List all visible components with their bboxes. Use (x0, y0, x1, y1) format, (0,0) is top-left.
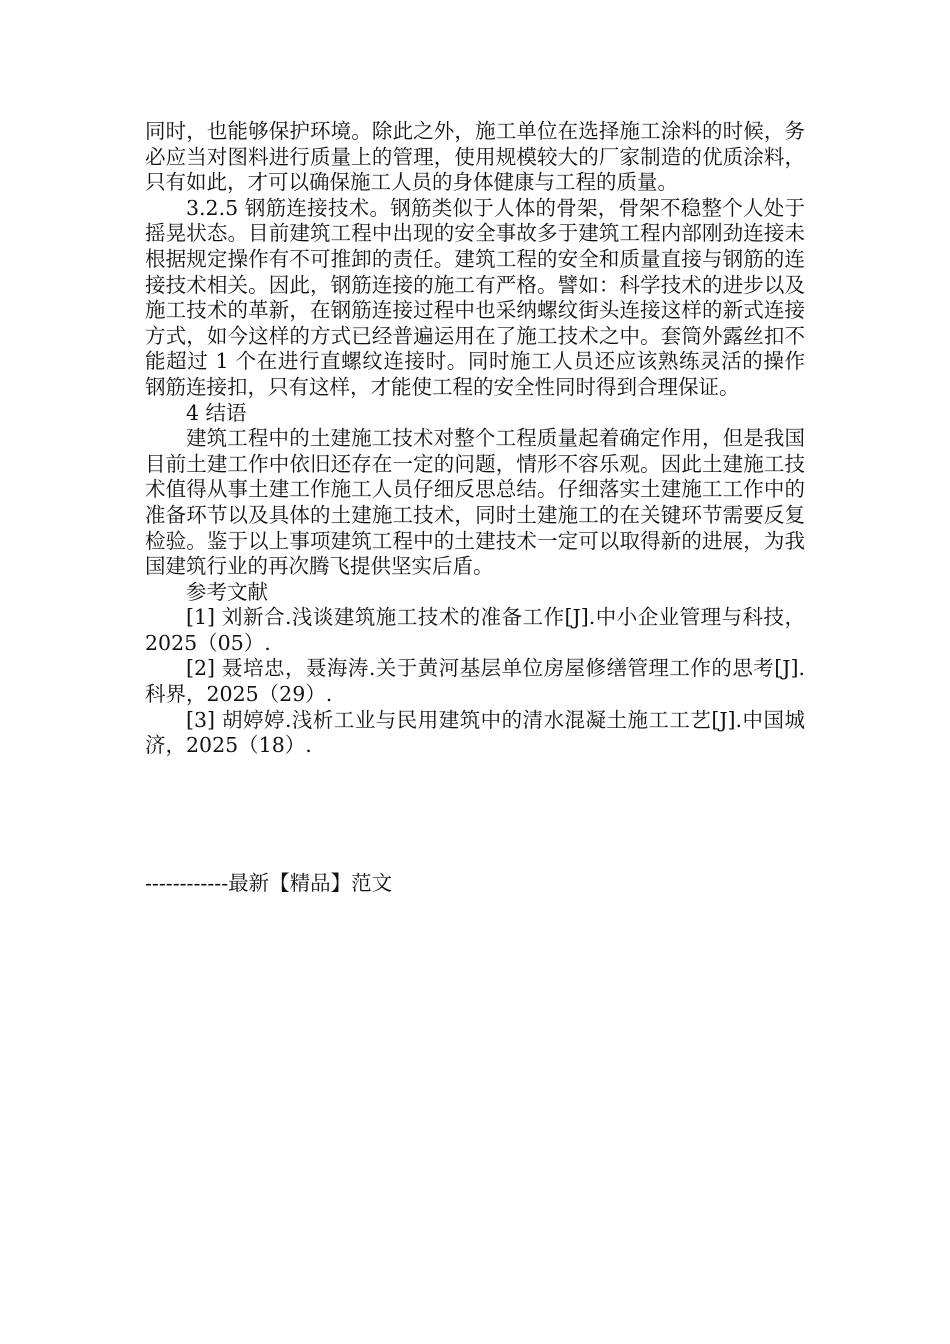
section-heading-conclusion: 4 结语 (186, 400, 247, 425)
paragraph-steel-connection: 3.2.5 钢筋连接技术。钢筋类似于人体的骨架，骨架不稳整个人处于摇晃状态。目前建筑工程中出现的安全事故多于建筑工程内部刚劲连接未根据规定操作有不可推卸的责任。建筑工程的安全和质量直接与钢筋的连接技术相关。因此，钢筋连接的施工有严格。譬如：科学技术的进步以及施工技术的革新，在钢筋连接过程中也采纳螺纹街头连接这样的新式连接方式，如今这样的方式已经普遍运用在了施工技术之中。套筒外露丝扣不能超过 1 个在进行直螺纹连接时。同时施工人员还应该熟练灵活的操作钢筋连接扣，只有这样，才能使工程的安全性同时得到合理保证。 (145, 195, 805, 399)
references-heading: 参考文献 (186, 579, 268, 604)
reference-item-1: [1] 刘新合.浅谈建筑施工技术的准备工作[J].中小企业管理与科技， 2025（05）. (145, 605, 805, 655)
document-body (145, 119, 805, 759)
paragraph-conclusion: 建筑工程中的土建施工技术对整个工程质量起着确定作用，但是我国目前土建工作中依旧还存在一定的问题，情形不容乐观。因此土建施工技术值得从事土建工作施工人员仔细反思总结。仔细落实土建施工工作中的准备环节以及具体的土建施工技术，同时土建施工的在关键环节需要反复检验。鉴于以上事项建筑工程中的土建技术一定可以取得新的进展，为我国建筑行业的再次腾飞提供坚实后盾。 (145, 426, 805, 579)
footer-label: ------------最新【精品】范文 (145, 871, 393, 895)
paragraph-intro: 同时，也能够保护环境。除此之外，施工单位在选择施工涂料的时候，务必应当对图料进行质量上的管理，使用规模较大的厂家制造的优质涂料，只有如此，才可以确保施工人员的身体健康与工程的质量。 (145, 119, 805, 195)
reference-item-3: [3] 胡婷婷.浅析工业与民用建筑中的清水混凝土施工工艺[J].中国城济，2025（18）. (145, 707, 805, 758)
reference-item-2: [2] 聂培忠，聂海涛.关于黄河基层单位房屋修缮管理工作的思考[J].科界，2025（29）. (145, 656, 805, 707)
